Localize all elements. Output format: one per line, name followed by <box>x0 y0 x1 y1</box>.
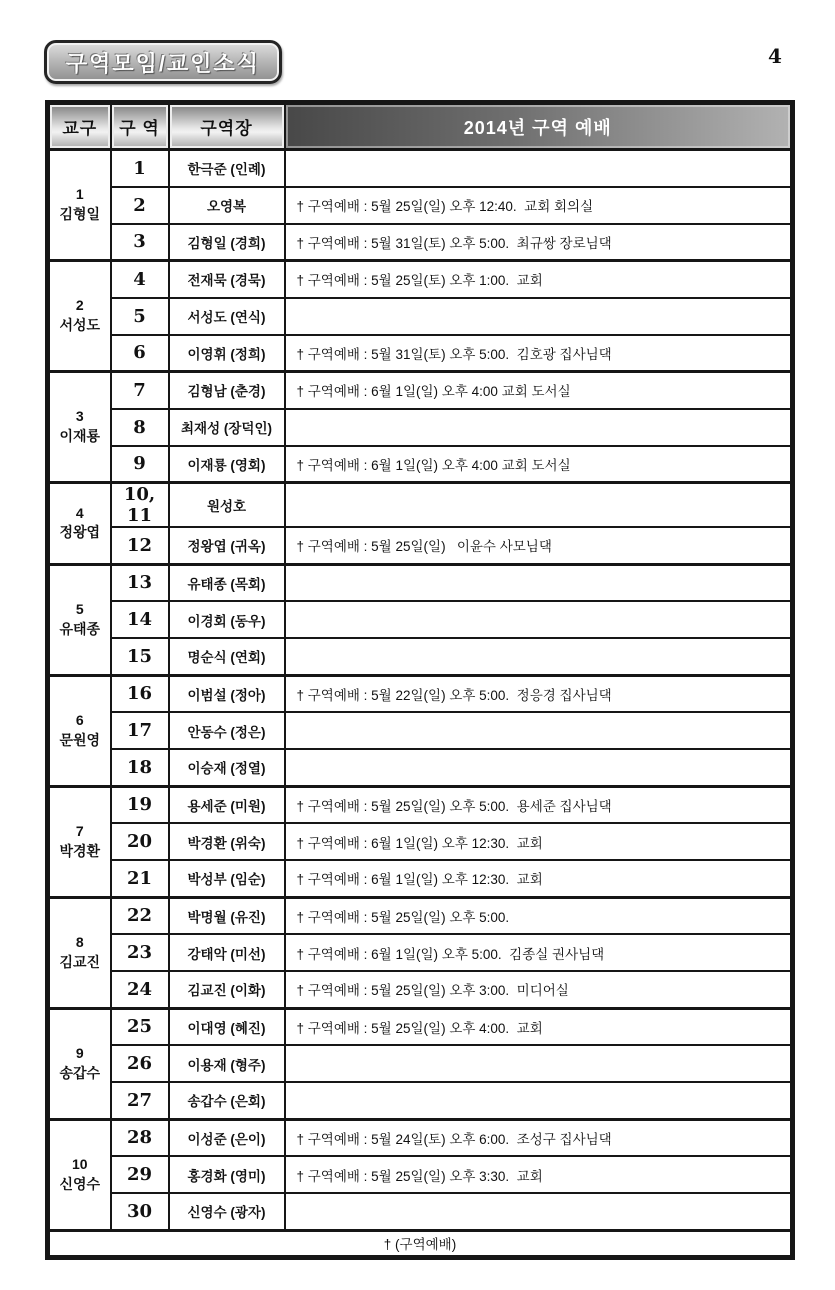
parish-cell <box>48 786 111 897</box>
worship-cell <box>285 150 793 187</box>
worship-cell: † 구역예배 : 6월 1일(일) 오후 5:00. 김종실 권사님댁 <box>285 934 793 971</box>
leader-cell: 이용재 (형주) <box>169 1045 285 1082</box>
parish-cell <box>48 1119 111 1230</box>
district-cell: 29 <box>111 1156 169 1193</box>
worship-cell: † 구역예배 : 5월 25일(일) 오후 4:00. 교회 <box>285 1008 793 1045</box>
district-cell: 19 <box>111 786 169 823</box>
worship-cell: † 구역예배 : 5월 24일(토) 오후 6:00. 조성구 집사님댁 <box>285 1119 793 1156</box>
worship-cell <box>285 749 793 786</box>
leader-cell: 김형남 (춘경) <box>169 372 285 409</box>
parish-cell <box>48 372 111 483</box>
leader-cell: 이영휘 (정희) <box>169 335 285 372</box>
leader-cell: 김교진 (이화) <box>169 971 285 1008</box>
parish-number: 3 <box>75 408 84 425</box>
worship-cell: † 구역예배 : 6월 1일(일) 오후 4:00 교회 도서실 <box>285 372 793 409</box>
parish-leader-name: 신영수 <box>59 1175 101 1192</box>
leader-cell: 박성부 (임순) <box>169 860 285 897</box>
district-cell: 13 <box>111 564 169 601</box>
worship-cell <box>285 601 793 638</box>
leader-cell: 용세준 (미원) <box>169 786 285 823</box>
district-cell: 1 <box>111 150 169 187</box>
leader-cell: 홍경화 (영미) <box>169 1156 285 1193</box>
parish-leader-name: 박경환 <box>59 842 101 859</box>
parish-leader-name: 김교진 <box>59 953 101 970</box>
header-leader: 구역장 <box>169 103 285 150</box>
leader-cell: 이재룡 (영회) <box>169 446 285 483</box>
parish-leader-name: 김형일 <box>59 206 101 222</box>
table-header <box>48 103 793 150</box>
district-cell: 27 <box>111 1082 169 1119</box>
leader-cell: 강태악 (미선) <box>169 934 285 971</box>
district-cell: 21 <box>111 860 169 897</box>
district-cell: 30 <box>111 1193 169 1230</box>
page-number: 4 <box>768 44 782 68</box>
leader-cell: 원성호 <box>169 483 285 528</box>
table-row <box>48 372 793 409</box>
leader-cell: 김형일 (경희) <box>169 224 285 261</box>
worship-cell <box>285 298 793 335</box>
leader-cell: 명순식 (연회) <box>169 638 285 675</box>
table-row <box>48 934 793 971</box>
table-row <box>48 409 793 446</box>
table-row <box>48 527 793 564</box>
parish-number: 5 <box>75 600 84 617</box>
footer-row <box>48 1230 793 1257</box>
leader-cell: 유태종 (목회) <box>169 564 285 601</box>
parish-number: 7 <box>75 822 84 839</box>
parish-number: 2 <box>75 297 84 314</box>
table-row <box>48 1119 793 1156</box>
table-row <box>48 1008 793 1045</box>
district-cell: 6 <box>111 335 169 372</box>
leader-cell: 최재성 (장덕인) <box>169 409 285 446</box>
worship-cell <box>285 409 793 446</box>
table-row <box>48 1156 793 1193</box>
district-cell: 17 <box>111 712 169 749</box>
leader-cell: 이범설 (정아) <box>169 675 285 712</box>
leader-cell: 오영복 <box>169 187 285 224</box>
worship-cell: † 구역예배 : 5월 25일(일) 오후 5:00. 용세준 집사님댁 <box>285 786 793 823</box>
parish-leader-name: 이재룡 <box>59 428 101 444</box>
district-cell: 22 <box>111 897 169 934</box>
leader-cell: 안동수 (정은) <box>169 712 285 749</box>
worship-cell: † 구역예배 : 5월 25일(토) 오후 1:00. 교회 <box>285 261 793 298</box>
leader-cell: 이경회 (동우) <box>169 601 285 638</box>
district-cell: 8 <box>111 409 169 446</box>
district-cell: 10, 11 <box>111 483 169 528</box>
worship-cell <box>285 638 793 675</box>
table-row <box>48 749 793 786</box>
district-cell: 2 <box>111 187 169 224</box>
parish-cell <box>48 675 111 786</box>
table-footer <box>48 1230 793 1257</box>
table-row <box>48 786 793 823</box>
table-row <box>48 150 793 187</box>
worship-cell <box>285 1045 793 1082</box>
header-district: 구 역 <box>111 103 169 150</box>
worship-cell: † 구역예배 : 6월 1일(일) 오후 4:00 교회 도서실 <box>285 446 793 483</box>
parish-leader-name: 유태종 <box>59 620 101 637</box>
table-row <box>48 601 793 638</box>
leader-cell: 전재묵 (경묵) <box>169 261 285 298</box>
footer-legend: † (구역예배) <box>48 1230 793 1257</box>
district-cell: 25 <box>111 1008 169 1045</box>
table-row <box>48 298 793 335</box>
district-cell: 20 <box>111 823 169 860</box>
parish-leader-name: 문원영 <box>59 731 101 748</box>
leader-cell: 한극준 (인례) <box>169 150 285 187</box>
table-row <box>48 261 793 298</box>
district-cell: 23 <box>111 934 169 971</box>
parish-number: 9 <box>75 1044 84 1061</box>
table-row <box>48 860 793 897</box>
table-row <box>48 446 793 483</box>
district-cell: 18 <box>111 749 169 786</box>
worship-cell: † 구역예배 : 6월 1일(일) 오후 12:30. 교회 <box>285 860 793 897</box>
leader-cell: 박경환 (위숙) <box>169 823 285 860</box>
table-row <box>48 712 793 749</box>
table-body <box>48 150 793 1231</box>
table-row <box>48 971 793 1008</box>
worship-cell: † 구역예배 : 5월 31일(토) 오후 5:00. 김호광 집사님댁 <box>285 335 793 372</box>
parish-cell <box>48 897 111 1008</box>
leader-cell: 신영수 (광자) <box>169 1193 285 1230</box>
district-cell: 16 <box>111 675 169 712</box>
header-parish: 교구 <box>48 103 111 150</box>
worship-cell <box>285 564 793 601</box>
table-row <box>48 1045 793 1082</box>
table-row <box>48 1193 793 1230</box>
leader-cell: 송갑수 (은회) <box>169 1082 285 1119</box>
district-cell: 5 <box>111 298 169 335</box>
leader-cell: 이대영 (혜진) <box>169 1008 285 1045</box>
parish-cell <box>48 1008 111 1119</box>
worship-cell <box>285 712 793 749</box>
district-cell: 26 <box>111 1045 169 1082</box>
parish-cell <box>48 564 111 675</box>
parish-leader-name: 정왕엽 <box>59 524 101 541</box>
parish-leader-name: 서성도 <box>59 317 101 333</box>
worship-cell: † 구역예배 : 6월 1일(일) 오후 12:30. 교회 <box>285 823 793 860</box>
worship-cell: † 구역예배 : 5월 22일(일) 오후 5:00. 정응경 집사님댁 <box>285 675 793 712</box>
leader-cell: 박명월 (유진) <box>169 897 285 934</box>
parish-number: 10 <box>71 1155 88 1172</box>
district-cell: 9 <box>111 446 169 483</box>
worship-cell <box>285 1082 793 1119</box>
district-cell: 7 <box>111 372 169 409</box>
leader-cell: 서성도 (연식) <box>169 298 285 335</box>
worship-cell <box>285 483 793 528</box>
district-cell: 4 <box>111 261 169 298</box>
leader-cell: 이성준 (은이) <box>169 1119 285 1156</box>
header-row <box>48 103 793 150</box>
table-row <box>48 224 793 261</box>
district-cell: 28 <box>111 1119 169 1156</box>
worship-cell: † 구역예배 : 5월 31일(토) 오후 5:00. 최규쌍 장로님댁 <box>285 224 793 261</box>
table-row <box>48 823 793 860</box>
district-cell: 24 <box>111 971 169 1008</box>
worship-cell: † 구역예배 : 5월 25일(일) 오후 3:30. 교회 <box>285 1156 793 1193</box>
district-worship-table <box>45 100 795 1260</box>
worship-cell: † 구역예배 : 5월 25일(일) 오후 3:00. 미디어실 <box>285 971 793 1008</box>
parish-cell <box>48 261 111 372</box>
district-cell: 15 <box>111 638 169 675</box>
parish-cell <box>48 483 111 565</box>
district-cell: 14 <box>111 601 169 638</box>
parish-leader-name: 송갑수 <box>59 1064 101 1081</box>
parish-number: 6 <box>75 711 84 728</box>
district-cell: 12 <box>111 527 169 564</box>
table-row <box>48 897 793 934</box>
table-row <box>48 564 793 601</box>
table-row <box>48 187 793 224</box>
parish-number: 8 <box>75 933 84 950</box>
table-row <box>48 675 793 712</box>
worship-cell: † 구역예배 : 5월 25일(일) 이윤수 사모님댁 <box>285 527 793 564</box>
worship-cell: † 구역예배 : 5월 25일(일) 오후 12:40. 교회 회의실 <box>285 187 793 224</box>
worship-cell: † 구역예배 : 5월 25일(일) 오후 5:00. <box>285 897 793 934</box>
table-row <box>48 638 793 675</box>
table-row <box>48 335 793 372</box>
table-row <box>48 1082 793 1119</box>
parish-number: 4 <box>75 504 84 521</box>
leader-cell: 이승재 (정열) <box>169 749 285 786</box>
section-title: 구역모임/교인소식 <box>65 50 261 76</box>
section-title-badge <box>44 40 282 84</box>
header-worship: 2014년 구역 예배 <box>285 103 793 150</box>
table-row <box>48 483 793 528</box>
leader-cell: 정왕엽 (귀옥) <box>169 527 285 564</box>
parish-number: 1 <box>75 186 84 203</box>
district-cell: 3 <box>111 224 169 261</box>
worship-cell <box>285 1193 793 1230</box>
parish-cell <box>48 150 111 261</box>
